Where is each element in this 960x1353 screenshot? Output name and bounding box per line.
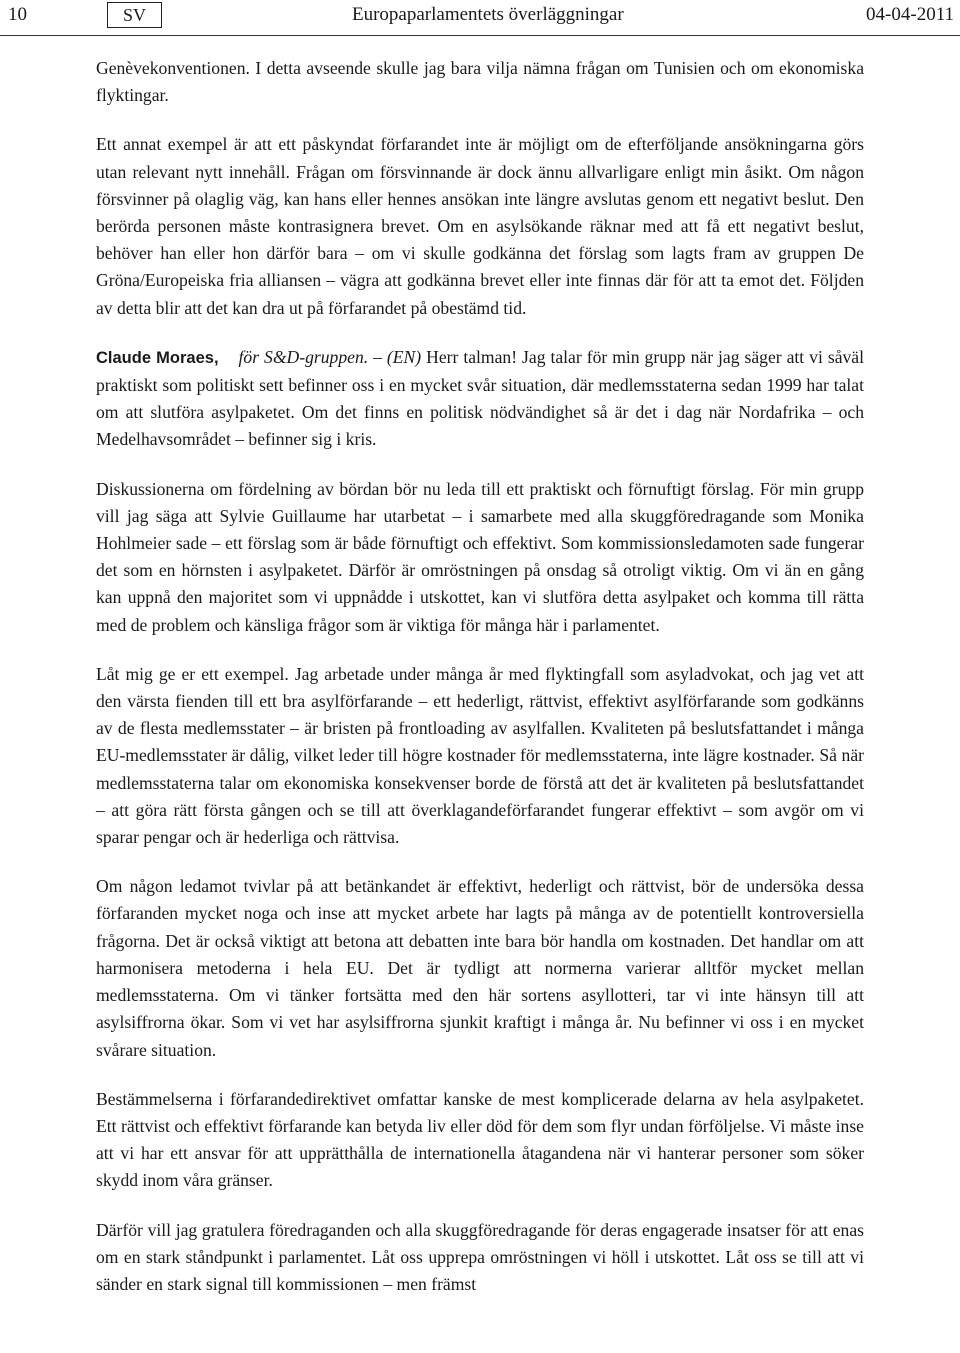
language-badge: SV bbox=[107, 2, 162, 28]
paragraph: Bestämmelserna i förfarandedirektivet omfattar kanske de mest komplicerade delarna av hela asylpaketet. Ett rättvist och effektivt förfarande kan betyda liv eller död för dem som flyr undan förföljelse. Vi måste inse att vi har ett ansvar för att upprätthålla de internationella åtagandena när vi hanterar personer som söker skydd inom våra gränser. bbox=[96, 1088, 864, 1191]
paragraph: Ett annat exempel är att ett påskyndat förfarandet inte är möjligt om de efterföljande ansökningarna görs utan relevant nytt innehåll. Frågan om försvinnande är dock ännu allvarligare enligt min åsikt. Om någon försvinner på olaglig väg, kan hans eller hennes ansökan inte längre avslutas genom ett negativt beslut. Den berörda personen måste kontrasignera brevet. Om en asylsökande räknar med att få ett negativt beslut, behöver han eller hon därför bara – om vi skulle godkänna det förslag som lagts fram av gruppen De Gröna/Europeiska fria alliansen – vägra att godkänna brevet eller inte finnas där för att ta emot det. Följden av detta blir att det kan dra ut på förfarandet på obestämd tid. bbox=[96, 134, 864, 318]
page-header bbox=[0, 0, 960, 36]
page-number: 10 bbox=[8, 4, 27, 25]
document-date: 04-04-2011 bbox=[866, 4, 954, 25]
speaker-name: Claude Moraes, bbox=[96, 348, 219, 367]
speaker-text: Herr talman! Jag talar för min grupp när jag säger att vi såväl praktiskt som politiskt sett befinner oss i en mycket svår situation, där medlemsstaterna sedan 1999 har talat om att slutföra asylpaketet. Om det finns en politisk nödvändighet så är det i dag när Nordafrika – och Medelhavsområdet – befinner sig i kris. bbox=[96, 346, 864, 450]
header-divider bbox=[0, 35, 960, 36]
speaker-language: (EN) bbox=[386, 346, 422, 367]
paragraph: Diskussionerna om fördelning av bördan bör nu leda till ett praktiskt och förnuftigt förslag. För min grupp vill jag säga att Sylvie Guillaume har utarbetat – i samarbete med alla skuggföredragande som Monika Hohlmeier sade – ett förslag som är både förnuftigt och effektivt. Som kommissionsledamoten sade fungerar det som en hörnsten i asylpaketet. Därför är omröstningen på onsdag så otroligt viktig. Om vi än en gång kan uppnå den majoritet som vi uppnådde i utskottet, kan vi slutföra detta asylpaket och komma till rätta med de problem och känsliga frågor som är viktiga för många här i parlamentet. bbox=[96, 478, 864, 635]
paragraph: Låt mig ge er ett exempel. Jag arbetade under många år med flyktingfall som asyladvokat, och jag vet att den värsta fienden till ett bra asylförfarande – ett hederligt, rättvist, effektivt asylförfarande som godkänns av de flesta medlemsstater – är bristen på frontloading av asylfallen. Kvaliteten på beslutsfattandet i många EU-medlemsstater är dålig, vilket leder till högre kostnader för medlemsstaterna, inte lägre kostnader. Så när medlemsstaterna talar om ekonomiska konsekvenser borde de förstå att det är kvaliteten på beslutsfattandet – att göra rätt första gången och se till att överklagandeförfarandet fungerar effektivt – som avgör om vi sparar pengar och är hederliga och rättvisa. bbox=[96, 663, 864, 848]
document-body bbox=[96, 55, 864, 1298]
document-title: Europaparlamentets överläggningar bbox=[352, 4, 624, 25]
speaker-dash: – bbox=[368, 346, 387, 367]
paragraph: Genèvekonventionen. I detta avseende skulle jag bara vilja nämna frågan om Tunisien och om ekonomiska flyktingar. bbox=[96, 58, 864, 106]
paragraph: Därför vill jag gratulera föredraganden och alla skuggföredragande för deras engagerade insatser för att enas om en stark ståndpunkt i parlamentet. Låt oss upprepa omröstningen vi höll i utskottet. Låt oss se till att vi sänder en stark signal till kommissionen – men främst bbox=[96, 1219, 864, 1294]
paragraph: Om någon ledamot tvivlar på att betänkandet är effektivt, hederligt och rättvist, bör de undersöka dessa förfaranden mycket noga och inse att mycket arbete har lagts på många av de potentiellt kontroversiella frågorna. Det är också viktigt att betona att debatten inte bara bör handla om kostnaden. Det handlar om att harmonisera metoderna i hela EU. Det är tydligt att normerna varierar alltför mycket mellan medlemsstaterna. Om vi tänker fortsätta med den här sortens asyllotteri, tar vi inte hänsyn till att asylsiffrorna ökar. Som vi vet har asylsiffrorna sjunkit kraftigt i många år. Nu befinner vi oss i en mycket svårare situation. bbox=[96, 876, 864, 1060]
speaker-paragraph bbox=[96, 344, 864, 454]
speaker-group: för S&D-gruppen. bbox=[238, 346, 369, 367]
